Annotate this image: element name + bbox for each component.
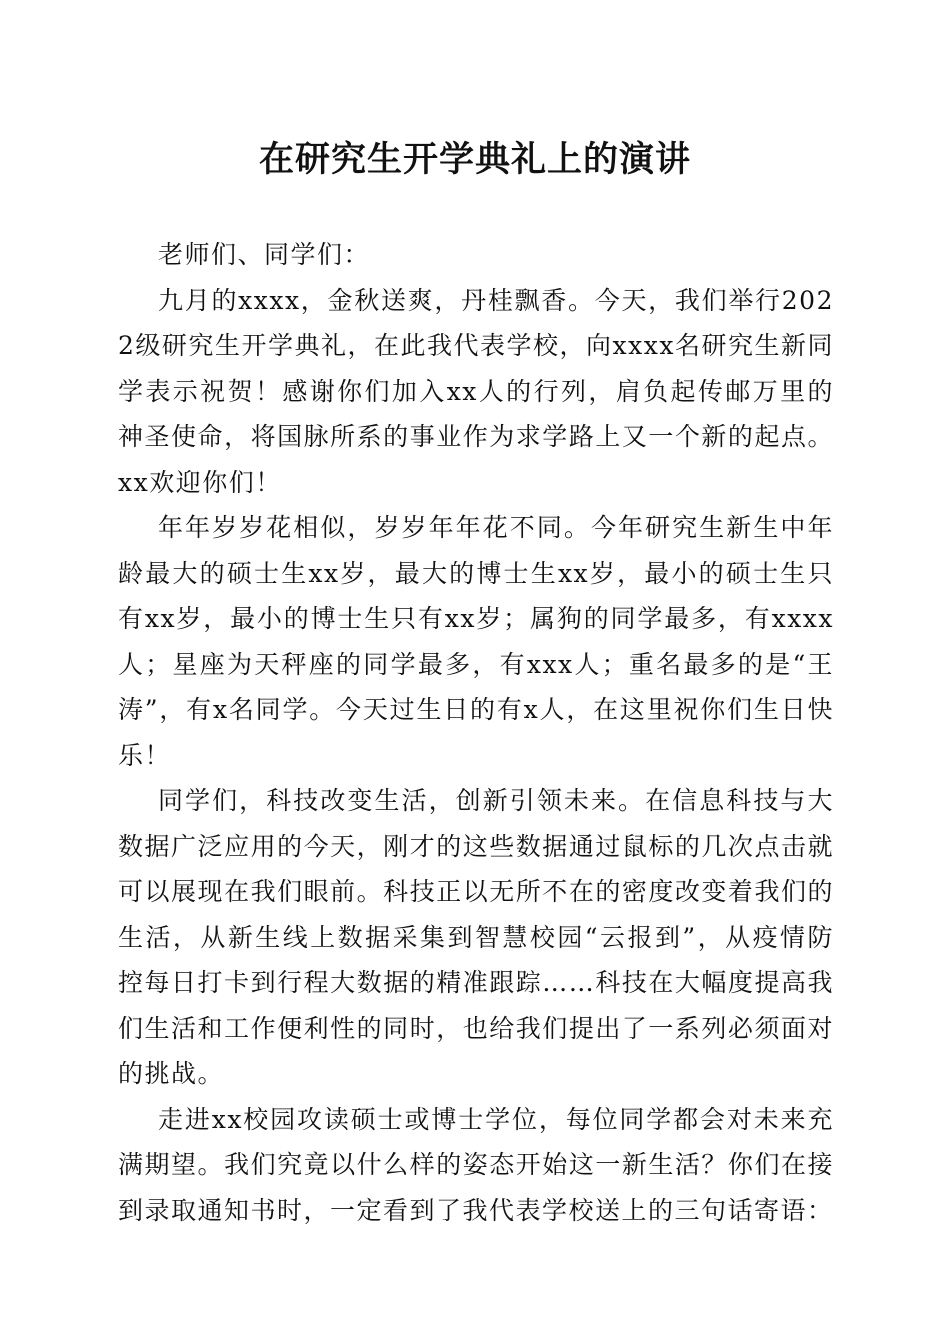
paragraph-1: 九月的xxxx，金秋送爽，丹桂飘香。今天，我们举行2022级研究生开学典礼，在此我代表学校，向xxxx名研究生新同学表示祝贺！感谢你们加入xx人的行列，肩负起传邮万里的神圣使命，将国脉所系的事业作为求学路上又一个新的起点。xx欢迎你们！ bbox=[118, 285, 834, 497]
document-title: 在研究生开学典礼上的演讲 bbox=[258, 139, 691, 180]
paragraph-3: 同学们，科技改变生活，创新引领未来。在信息科技与大数据广泛应用的今天，刚才的这些数据通过鼠标的几次点击就可以展现在我们眼前。科技正以无所不在的密度改变着我们的生活，从新生线上数据采集到智慧校园“云报到”，从疫情防控每日打卡到行程大数据的精准跟踪……科技在大幅度提高我们生活和工作便利性的同时，也给我们提出了一系列必须面对的挑战。 bbox=[118, 786, 834, 1088]
document-body bbox=[118, 232, 834, 1233]
salutation: 老师们、同学们： bbox=[158, 240, 371, 269]
paragraph-4: 走进xx校园攻读硕士或博士学位，每位同学都会对未来充满期望。我们究竟以什么样的姿态开始这一新生活？你们在接到录取通知书时，一定看到了我代表学校送上的三句话寄语： bbox=[118, 1104, 834, 1225]
paragraph-2: 年年岁岁花相似，岁岁年年花不同。今年研究生新生中年龄最大的硕士生xx岁，最大的博士生xx岁，最小的硕士生只有xx岁，最小的博士生只有xx岁；属狗的同学最多，有xxxx人；星座为天秤座的同学最多，有xxx人；重名最多的是“王涛”，有x名同学。今天过生日的有x人，在这里祝你们生日快乐！ bbox=[118, 513, 834, 770]
